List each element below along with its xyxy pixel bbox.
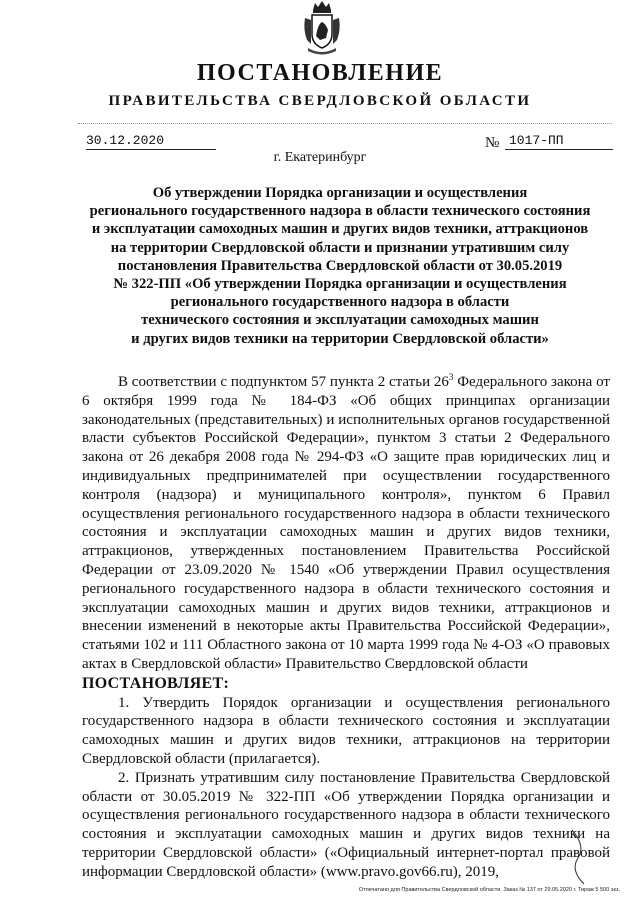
heading-line: на территории Свердловской области и признании утратившим силу xyxy=(110,239,570,256)
heading-line: технического состояния и эксплуатации самоходных машин xyxy=(141,312,539,329)
document-subtitle: ПРАВИТЕЛЬСТВА СВЕРДЛОВСКОЙ ОБЛАСТИ xyxy=(108,93,532,109)
heading-line: постановления Правительства Свердловской области от 30.05.2019 xyxy=(117,257,563,274)
preamble-text-2: Федерального закона от 6 октября 1999 года № 184-ФЗ «Об общих принципах организации законодательных (представительных) и исполнительных органов государственной власти субъектов Российской Федерации», пунктом 3 статьи 2 Федерального закона от 26 декабря 2008 года № 294-ФЗ «О защите прав юридических лиц и индивидуальных предпринимателей при осуществлении государственного контроля (надзора) и муниципального контроля», пунктом 6 Правил осуществления регионального государственного надзора в области технического состояния и эксплуатации самоходных машин и других видов техники, аттракционов, утвержденных постановлением Правительства Российской Федерации от 23.09.2020 № 1540 «Об утверждении Правил осуществления регионального государственного надзора в области технического состояния и эксплуатации самоходных машин и других видов техники, аттракционов и внесении изменений в некоторые акты Правительства Российской Федерации», статьями 102 и 111 Областного закона от 10 марта 1999 года № 4-ОЗ «О правовых актах в Свердловской области» Правительство Свердловской области xyxy=(82,374,610,672)
document-body xyxy=(82,373,610,882)
decree-number-label: № xyxy=(485,135,500,151)
preamble-text-1: В соответствии с подпунктом 57 пункта 2 статьи 26 xyxy=(118,374,449,390)
heading-line: и эксплуатации самоходных машин и других видов техники, аттракционов xyxy=(91,221,589,238)
decree-item-2: 2. Признать утратившим силу постановление Правительства Свердловской области от 30.05.2019 № 322-ПП «Об утверждении Порядка организации и осуществления регионального государственного надзора в области технического состояния и эксплуатации самоходных машин и других видов техники на территории Свердловской области» («Официальный интернет-портал правовой информации Свердловской области» (www.pravo.gov66.ru), 2019, xyxy=(82,769,610,880)
document-title: ПОСТАНОВЛЕНИЕ xyxy=(196,60,444,86)
decree-item-1: 1. Утвердить Порядок организации и осуществления регионального государственного надзора в области технического состояния и эксплуатации самоходных машин и других видов техники, аттракционов на территории Свердловской области (прилагается). xyxy=(82,694,610,767)
pen-mark-icon xyxy=(566,828,596,888)
city: г. Екатеринбург xyxy=(273,150,367,165)
header-divider xyxy=(78,123,612,124)
decree-heading xyxy=(70,184,610,348)
preamble-paragraph xyxy=(82,373,610,674)
coat-of-arms-icon xyxy=(302,0,342,56)
article-superscript: 3 xyxy=(448,372,454,382)
decree-word: ПОСТАНОВЛЯЕТ: xyxy=(82,674,230,692)
heading-line: Об утверждении Порядка организации и осуществления xyxy=(152,185,528,201)
decree-number: 1017-ПП xyxy=(505,133,613,150)
heading-line: регионального государственного надзора в области xyxy=(170,294,510,311)
print-footnote: Отпечатано для Правительства Свердловской области. Заказ № 137 от 29.05.2020 г. Тираж 5 500 экз. xyxy=(358,887,620,893)
heading-line: регионального государственного надзора в области технического состояния xyxy=(89,203,591,220)
heading-line: № 322-ПП «Об утверждении Порядка организации и осуществления xyxy=(113,276,567,293)
heading-line: и других видов техники на территории Свердловской области» xyxy=(131,330,549,347)
decree-date: 30.12.2020 xyxy=(86,133,216,150)
